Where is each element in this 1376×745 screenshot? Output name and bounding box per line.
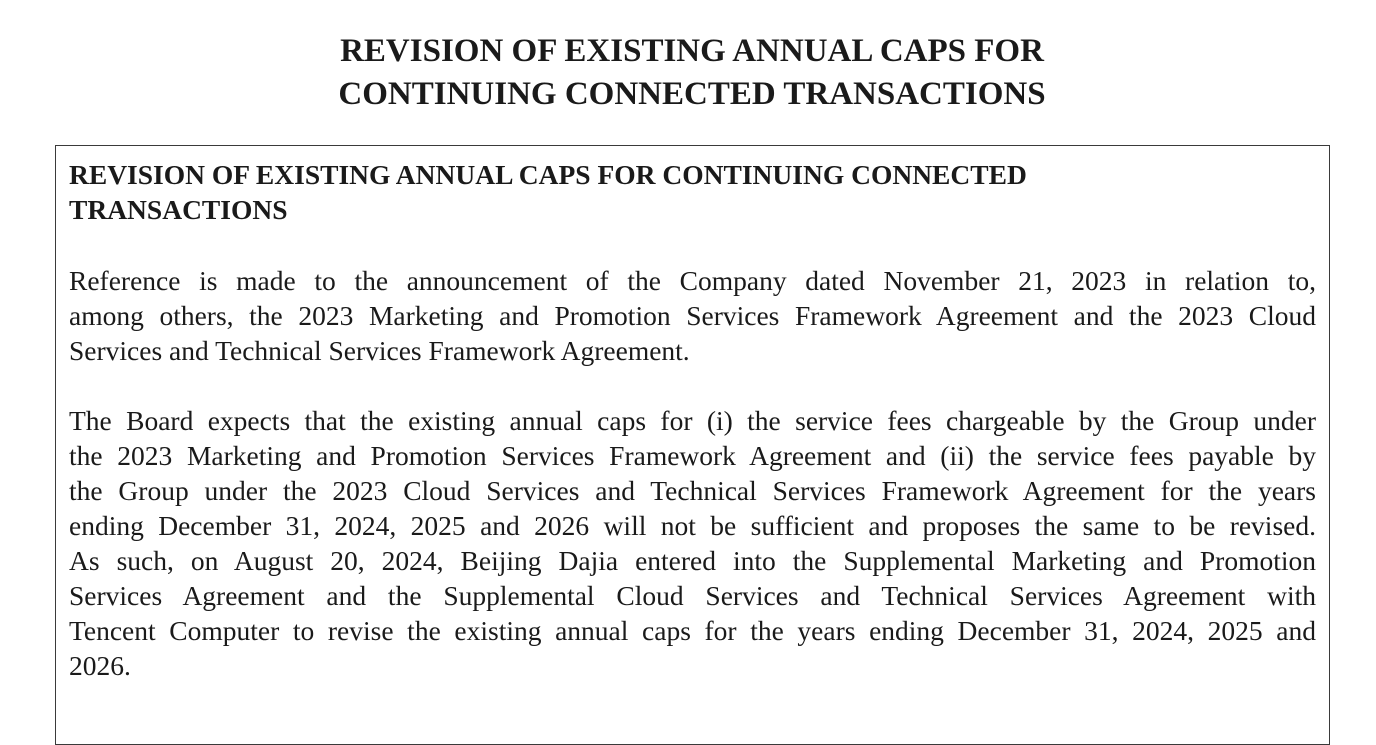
section-heading-line-2: TRANSACTIONS [69,194,288,225]
paragraph-line: the 2023 Marketing and Promotion Services Framework Agreement and (ii) the service fees payable by [69,440,1316,471]
paragraph-reference [69,263,1316,368]
paragraph-line: Tencent Computer to revise the existing annual caps for the years ending December 31, 2024, 2025 and [69,615,1316,646]
paragraph-line: 2026. [69,650,131,681]
paragraph-line: the Group under the 2023 Cloud Services and Technical Services Framework Agreement for the years [69,475,1316,506]
section-heading [69,157,1169,227]
paragraph-line: Reference is made to the announcement of the Company dated November 21, 2023 in relation to, [69,265,1316,296]
paragraph-line: Services and Technical Services Framework Agreement. [69,335,690,366]
page-title-line-2: CONTINUING CONNECTED TRANSACTIONS [338,76,1046,112]
paragraph-board-expects [69,403,1316,683]
paragraph-line: among others, the 2023 Marketing and Promotion Services Framework Agreement and the 2023 Cloud [69,300,1316,331]
page-title-line-1: REVISION OF EXISTING ANNUAL CAPS FOR [340,33,1044,69]
paragraph-line: The Board expects that the existing annual caps for (i) the service fees chargeable by the Group under [69,405,1316,436]
section-heading-line-1: REVISION OF EXISTING ANNUAL CAPS FOR CONTINUING CONNECTED [69,159,1027,190]
page-title [0,30,1376,116]
paragraph-line: Services Agreement and the Supplemental Cloud Services and Technical Services Agreement with [69,580,1316,611]
paragraph-line: As such, on August 20, 2024, Beijing Dajia entered into the Supplemental Marketing and Promotion [69,545,1316,576]
paragraph-line: ending December 31, 2024, 2025 and 2026 will not be sufficient and proposes the same to be revised. [69,510,1316,541]
